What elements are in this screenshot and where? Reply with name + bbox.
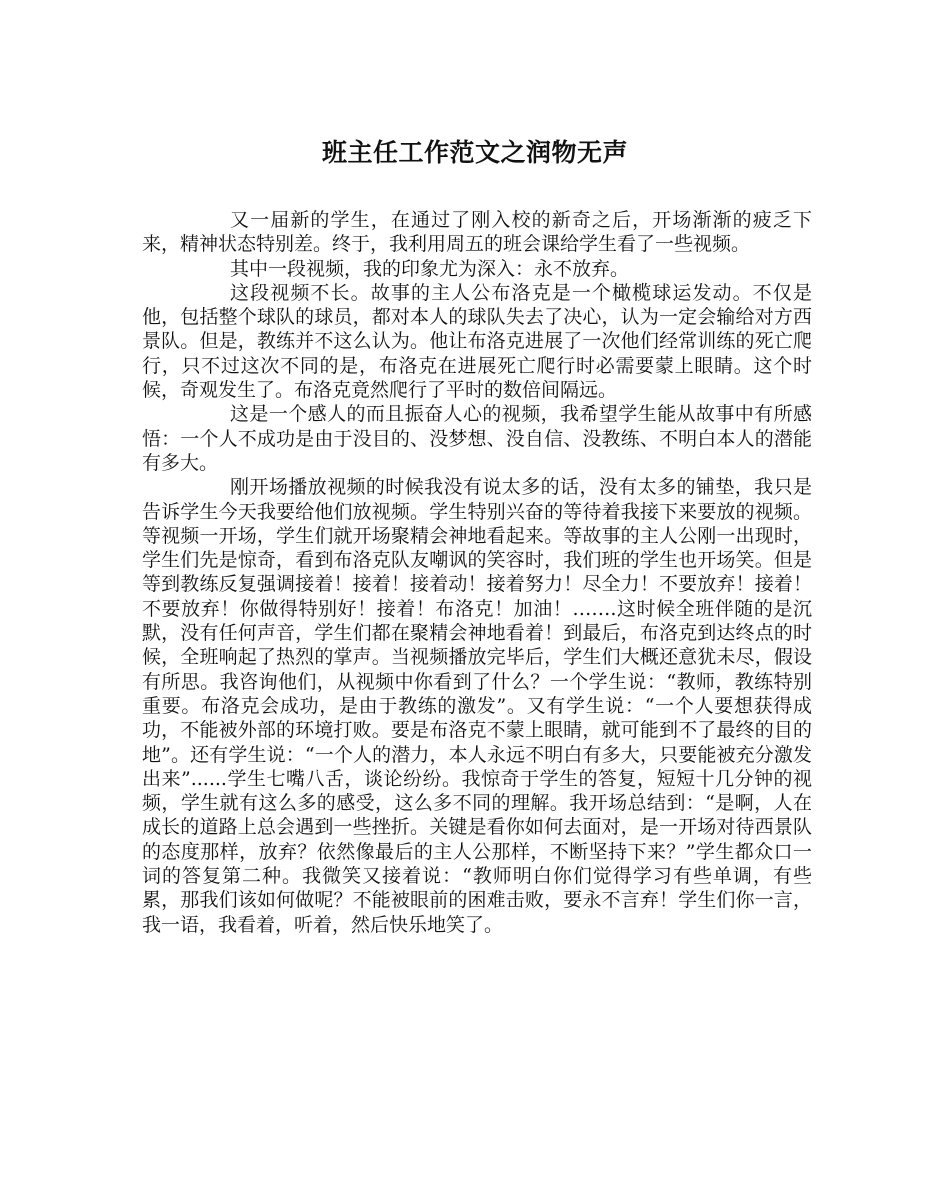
paragraph-1: 又一届新的学生，在通过了刚入校的新奇之后，开场渐渐的疲乏下来，精神状态特别差。终于，我利用周五的班会课给学生看了一些视频。 [142, 209, 812, 256]
paragraph-4: 这是一个感人的而且振奋人心的视频，我希望学生能从故事中有所感悟：一个人不成功是由于没目的、没梦想、没自信、没教练、不明白本人的潜能有多大。 [142, 403, 812, 474]
document-body [142, 208, 812, 937]
paragraph-5: 刚开场播放视频的时候我没有说太多的话，没有太多的铺垫，我只是告诉学生今天我要给他们放视频。学生特别兴奋的等待着我接下来要放的视频。等视频一开场，学生们就开场聚精会神地看起来。等故事的主人公刚一出现时，学生们先是惊奇，看到布洛克队友嘲讽的笑容时，我们班的学生也开场笑。但是等到教练反复强调接着！接着！接着动！接着努力！尽全力！不要放弃！接着！不要放弃！你做得特别好！接着！布洛克！加油！…….这时候全班伴随的是沉默，没有任何声音，学生们都在聚精会神地看着！到最后，布洛克到达终点的时候，全班响起了热烈的掌声。当视频播放完毕后，学生们大概还意犹未尽，假设有所思。我咨询他们，从视频中你看到了什么？一个学生说：“教师，教练特别重要。布洛克会成功，是由于教练的激发”。又有学生说：“一个人要想获得成功，不能被外部的环境打败。要是布洛克不蒙上眼睛，就可能到不了最终的目的地”。还有学生说：“一个人的潜力，本人永远不明白有多大，只要能被充分激发出来”......学生七嘴八舌，谈论纷纷。我惊奇于学生的答复，短短十几分钟的视频，学生就有这么多的感受，这么多不同的理解。我开场总结到：“是啊，人在成长的道路上总会遇到一些挫折。关键是看你如何去面对，是一开场对待西景队的态度那样，放弃？依然像最后的主人公那样，不断坚持下来？”学生都众口一词的答复第二种。我微笑又接着说：“教师明白你们觉得学习有些单调，有些累，那我们该如何做呢？不能被眼前的困难击败，要永不言弃！学生们你一言，我一语，我看着，听着，然后快乐地笑了。 [142, 476, 812, 936]
document-title: 班主任工作范文之润物无声 [321, 138, 628, 167]
paragraph-3: 这段视频不长。故事的主人公布洛克是一个橄榄球运发动。不仅是他，包括整个球队的球员，都对本人的球队失去了决心，认为一定会输给对方西景队。但是，教练并不这么认为。他让布洛克进展了一次他们经常训练的死亡爬行，只不过这次不同的是，布洛克在进展死亡爬行时必需要蒙上眼睛。这个时候，奇观发生了。布洛克竟然爬行了平时的数倍间隔远。 [142, 281, 812, 402]
paragraph-2: 其中一段视频，我的印象尤为深入：永不放弃。 [230, 257, 630, 280]
